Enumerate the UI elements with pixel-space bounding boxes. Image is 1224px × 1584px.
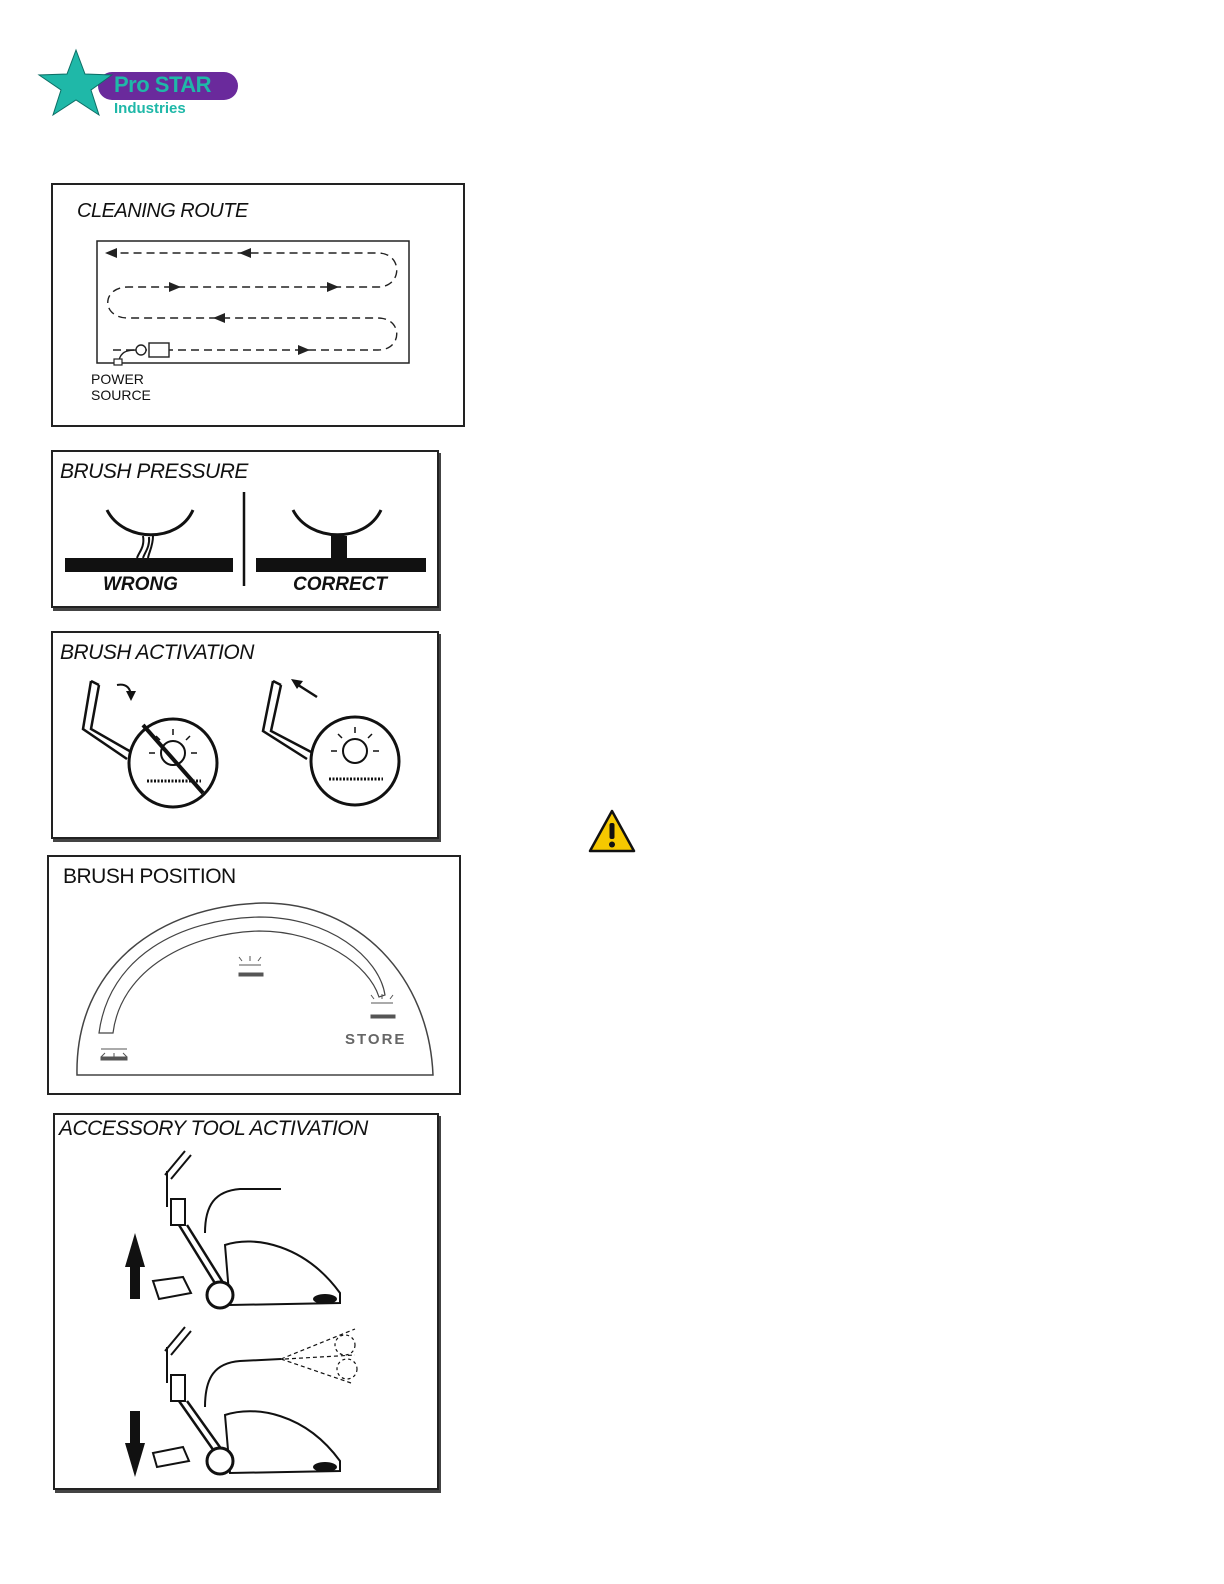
- brush-activation-panel: [51, 631, 439, 839]
- warning-triangle-icon: [587, 808, 637, 854]
- route-arrow: [169, 282, 181, 292]
- brush-store-icon: [371, 994, 395, 1018]
- spray-icon: [281, 1329, 355, 1383]
- brush-activation-title: BRUSH ACTIVATION: [60, 641, 254, 664]
- route-arrow: [213, 313, 225, 323]
- arrow-up-icon: [125, 1233, 145, 1267]
- star-icon: [39, 50, 112, 115]
- logo-sub: Industries: [114, 100, 186, 117]
- route-arrow: [327, 282, 339, 292]
- foot-icon: [153, 1447, 189, 1467]
- route-arrow: [239, 248, 251, 258]
- brush-pressure-title: BRUSH PRESSURE: [60, 460, 248, 483]
- brush-pressure-panel: [51, 450, 439, 608]
- power-plug-icon: [114, 359, 122, 365]
- bristles-straight-icon: [331, 536, 347, 558]
- brush-position-title: BRUSH POSITION: [63, 865, 236, 888]
- correct-label: CORRECT: [293, 574, 387, 595]
- machine-lower: [125, 1327, 357, 1477]
- machine-upper: [125, 1151, 340, 1308]
- machine-icon: [149, 343, 169, 357]
- brush-position-panel: [47, 855, 461, 1095]
- store-label: STORE: [345, 1031, 407, 1048]
- bristles-bent-icon: [137, 536, 153, 558]
- route-arrow: [298, 345, 310, 355]
- brush-position-diagram: [49, 857, 459, 1093]
- accessory-tool-panel: [53, 1113, 439, 1490]
- warning-icon-wrap: [587, 808, 637, 854]
- brush-down-icon: [101, 1049, 127, 1060]
- brush-up-icon: [239, 956, 263, 976]
- logo-brand: Pro STAR: [114, 72, 212, 97]
- power-source-label-1: POWER: [91, 371, 144, 387]
- logo: [36, 48, 246, 120]
- arrow-down-icon: [125, 1443, 145, 1477]
- foot-icon: [153, 1277, 191, 1299]
- route-arrow: [105, 248, 117, 258]
- accessory-tool-diagram: [55, 1115, 437, 1488]
- cleaning-route-title: CLEANING ROUTE: [77, 200, 248, 222]
- power-source-label-2: SOURCE: [91, 387, 151, 403]
- accessory-tool-title: ACCESSORY TOOL ACTIVATION: [59, 1117, 368, 1140]
- brush-activation-diagram: [53, 633, 437, 837]
- cleaning-route-panel: [51, 183, 465, 427]
- wrong-label: WRONG: [103, 574, 178, 595]
